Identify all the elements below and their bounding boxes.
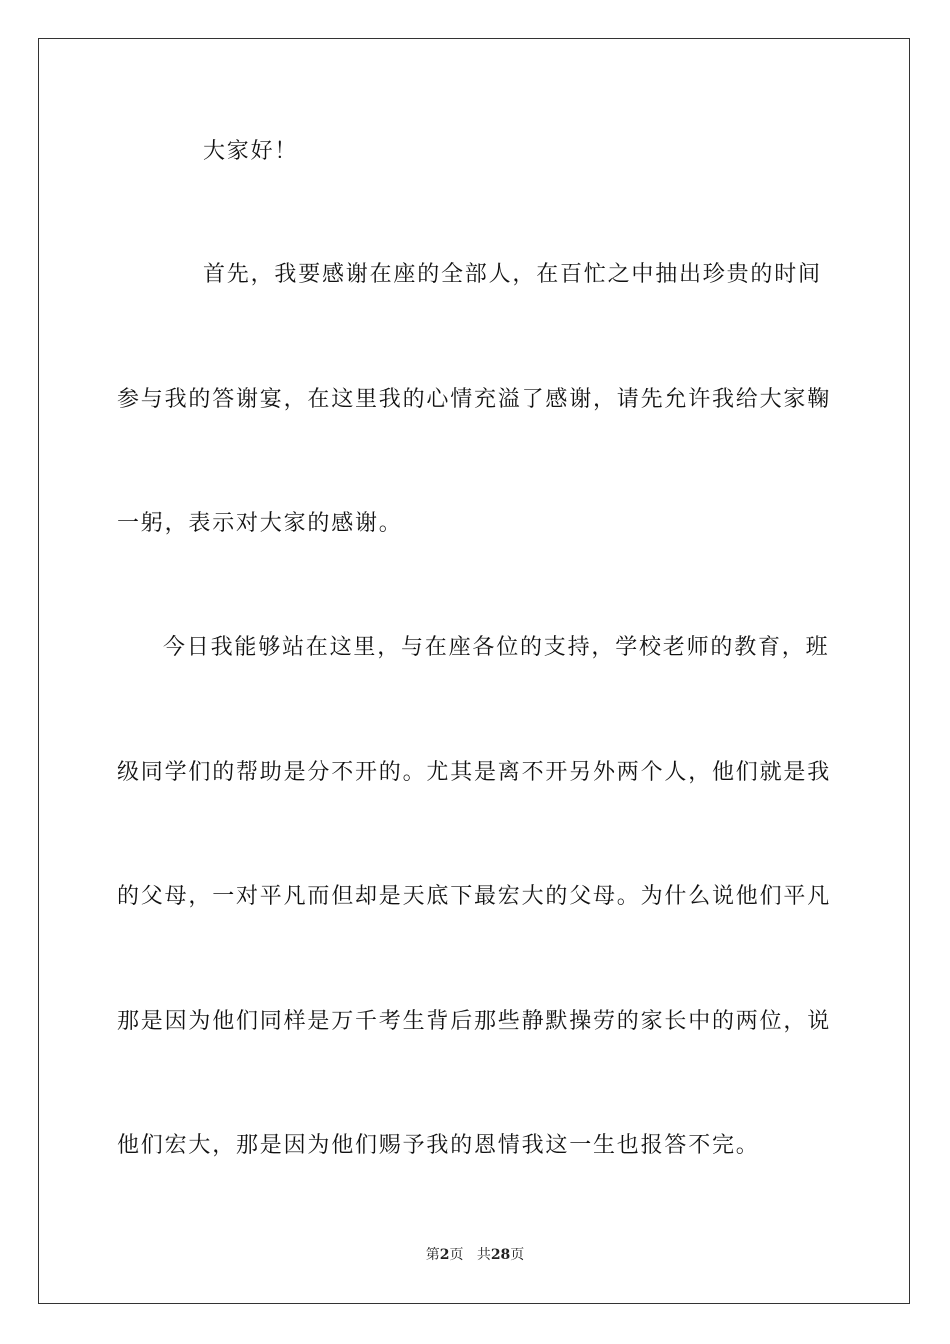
greeting-line: 大家好！ [203,139,299,164]
footer-page-suffix: 页 [449,1247,464,1263]
paragraph-1-line-2: 参与我的答谢宴，在这里我的心情充溢了感谢，请先允许我给大家鞠 [117,387,832,412]
footer-total-prefix: 共 [476,1247,491,1263]
page-footer [0,1246,950,1264]
paragraph-2-line-5: 他们宏大，那是因为他们赐予我的恩情我这一生也报答不完。 [117,1133,760,1158]
footer-total-pages: 28 [490,1247,511,1263]
paragraph-2-line-2: 级同学们的帮助是分不开的。尤其是离不开另外两个人，他们就是我 [117,760,832,785]
paragraph-2-line-1: 今日我能够站在这里，与在座各位的支持，学校老师的教育，班 [163,635,830,660]
paragraph-2-line-4: 那是因为他们同样是万千考生背后那些静默操劳的家长中的两位，说 [117,1009,832,1034]
paragraph-1-line-1: 首先，我要感谢在座的全部人，在百忙之中抽出珍贵的时间 [203,262,822,287]
footer-total-suffix: 页 [510,1247,525,1263]
footer-prefix: 第 [425,1247,440,1263]
paragraph-2-line-3: 的父母，一对平凡而但却是天底下最宏大的父母。为什么说他们平凡 [117,884,832,909]
paragraph-1-line-3: 一躬，表示对大家的感谢。 [117,511,403,536]
footer-page-number: 2 [439,1247,450,1263]
page-border [38,38,910,1304]
